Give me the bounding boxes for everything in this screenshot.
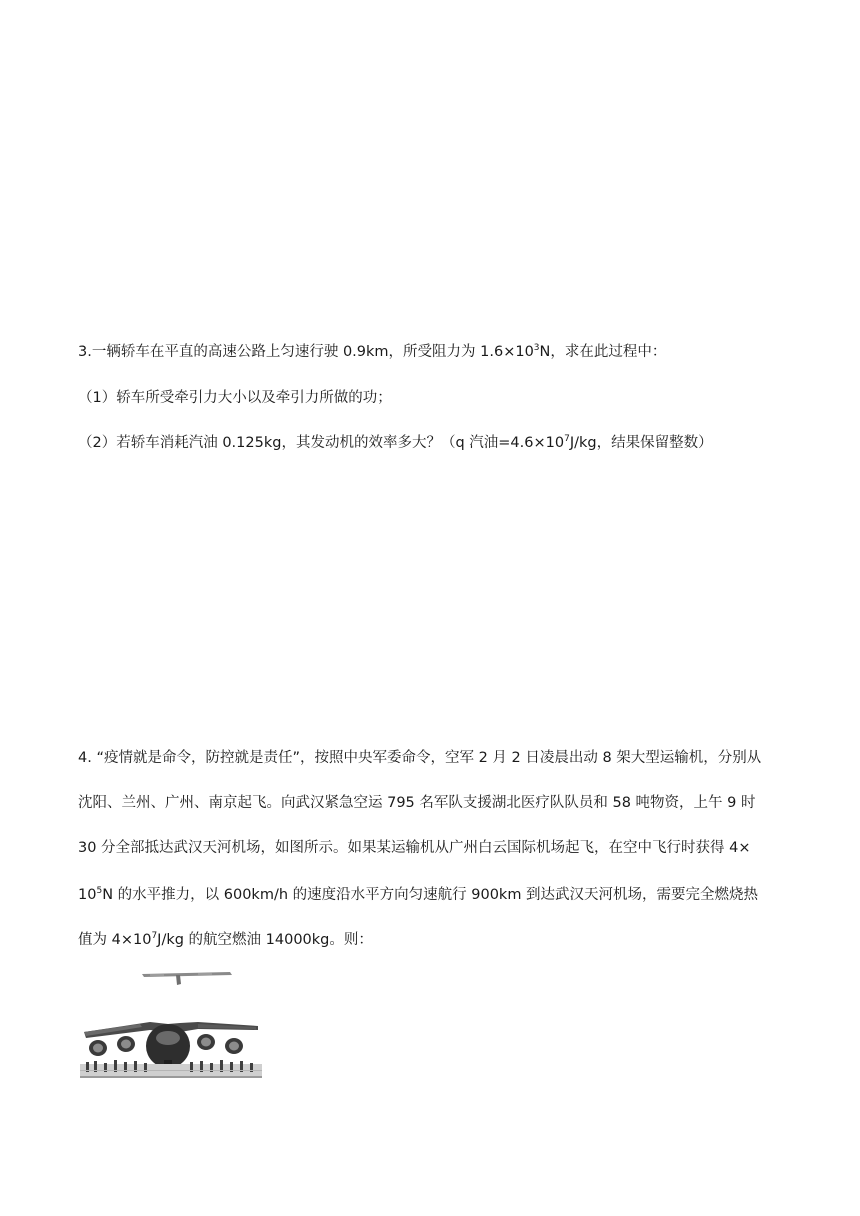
q3-part2-text-b: J/kg，结果保留整数）: [569, 435, 713, 451]
q4-line-4-text-b: N 的水平推力，以 600km/h 的速度沿水平方向匀速航行 900km 到达武汉天河机场，需要完全燃烧热: [102, 887, 759, 903]
q4-line-3: 30 分全部抵达武汉天河机场，如图所示。如果某运输机从广州白云国际机场起飞，在空中飞行时获得 4×: [78, 840, 751, 856]
q4-line-2: 沈阳、兰州、广州、南京起飞。向武汉紧急空运 795 名军队支援湖北医疗队队员和 58 吨物资，上午 9 时: [78, 795, 756, 811]
q4-line-4-exponent: 5: [96, 886, 103, 896]
aircraft-top-icon: [142, 972, 232, 985]
q3-stem-text-a: 3.一辆轿车在平直的高速公路上匀速行驶 0.9km，所受阻力为 1.6×10: [78, 344, 534, 360]
q3-stem-exponent: 3: [533, 343, 540, 353]
q3-part2-exponent: 7: [564, 434, 570, 444]
q4-line-5-exponent: 7: [151, 931, 158, 941]
q3-stem: [78, 342, 666, 362]
q4-line-5-text-b: J/kg 的航空燃油 14000kg。则：: [157, 932, 373, 948]
q4-line-4-text-a: 10: [78, 887, 97, 903]
q3-part2-text-a: （2）若轿车消耗汽油 0.125kg，其发动机的效率多大？（q 汽油=4.6×10: [78, 435, 565, 451]
q4-line-5-text-a: 值为 4×10: [78, 932, 152, 948]
q3-part2: [78, 433, 713, 453]
aircraft-front-icon: [80, 1022, 262, 1078]
q4-line-5: [78, 930, 373, 950]
q3-stem-text-b: N，求在此过程中：: [539, 344, 667, 360]
q3-part1: （1）轿车所受牵引力大小以及牵引力所做的功；: [78, 390, 392, 406]
q4-line-1: 4. “疫情就是命令，防控就是责任”，按照中央军委命令，空军 2 月 2 日凌晨出动 8 架大型运输机，分别从: [78, 750, 762, 766]
transport-aircraft-photo-icon: [80, 966, 262, 1086]
aircraft-photo-svg: [80, 966, 262, 1086]
q4-line-4: [78, 885, 758, 905]
